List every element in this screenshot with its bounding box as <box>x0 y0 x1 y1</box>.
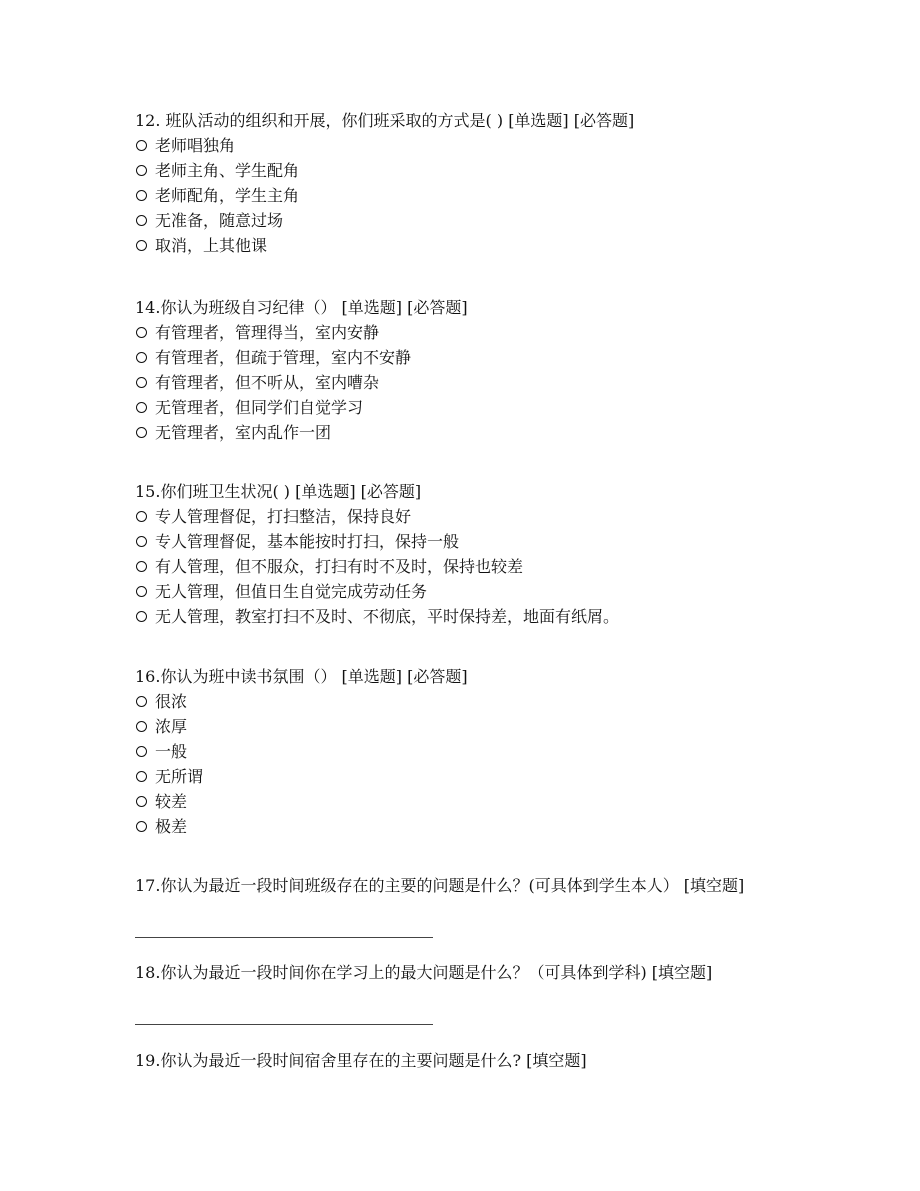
option[interactable] <box>135 133 895 158</box>
option-label: 有管理者，管理得当，室内安静 <box>155 323 380 342</box>
question-title: 12. 班队活动的组织和开展，你们班采取的方式是( ) [单选题] [必答题] <box>135 111 635 130</box>
option-label: 专人管理督促，打扫整洁，保持良好 <box>155 507 412 526</box>
option-label: 老师唱独角 <box>155 136 236 155</box>
option[interactable] <box>135 689 895 714</box>
answer-blank-line[interactable] <box>135 1024 433 1025</box>
option[interactable] <box>135 320 895 345</box>
radio-circle-icon[interactable] <box>136 140 147 151</box>
radio-circle-icon[interactable] <box>136 611 147 622</box>
radio-circle-icon[interactable] <box>136 536 147 547</box>
option-label: 很浓 <box>155 692 188 711</box>
option[interactable] <box>135 739 895 764</box>
radio-circle-icon[interactable] <box>136 771 147 782</box>
radio-circle-icon[interactable] <box>136 352 147 363</box>
option[interactable] <box>135 395 895 420</box>
radio-circle-icon[interactable] <box>136 190 147 201</box>
radio-circle-icon[interactable] <box>136 240 147 251</box>
question-title: 16.你认为班中读书氛围（） [单选题] [必答题] <box>135 667 468 686</box>
question-14 <box>135 295 895 445</box>
option[interactable] <box>135 420 895 445</box>
option[interactable] <box>135 345 895 370</box>
radio-circle-icon[interactable] <box>136 821 147 832</box>
option-label: 老师配角，学生主角 <box>155 186 300 205</box>
radio-circle-icon[interactable] <box>136 402 147 413</box>
option[interactable] <box>135 504 895 529</box>
radio-circle-icon[interactable] <box>136 377 147 388</box>
option[interactable] <box>135 554 895 579</box>
option[interactable] <box>135 183 895 208</box>
option[interactable] <box>135 789 895 814</box>
option[interactable] <box>135 370 895 395</box>
option-label: 极差 <box>155 817 188 836</box>
question-title: 15.你们班卫生状况( ) [单选题] [必答题] <box>135 482 422 501</box>
radio-circle-icon[interactable] <box>136 165 147 176</box>
option-label: 无准备，随意过场 <box>155 211 284 230</box>
option-label: 无管理者，室内乱作一团 <box>155 423 332 442</box>
question-title: 14.你认为班级自习纪律（） [单选题] [必答题] <box>135 298 468 317</box>
radio-circle-icon[interactable] <box>136 586 147 597</box>
option-label: 老师主角、学生配角 <box>155 161 300 180</box>
option-label: 较差 <box>155 792 188 811</box>
question-19 <box>135 1048 895 1073</box>
radio-circle-icon[interactable] <box>136 327 147 338</box>
option-label: 无人管理，教室打扫不及时、不彻底，平时保持差，地面有纸屑。 <box>155 607 620 626</box>
option[interactable] <box>135 233 895 258</box>
option-label: 无人管理，但值日生自觉完成劳动任务 <box>155 582 428 601</box>
radio-circle-icon[interactable] <box>136 721 147 732</box>
option[interactable] <box>135 604 895 629</box>
question-title: 18.你认为最近一段时间你在学习上的最大问题是什么？（可具体到学科) [填空题] <box>135 963 713 982</box>
option-label: 无管理者，但同学们自觉学习 <box>155 398 364 417</box>
radio-circle-icon[interactable] <box>136 796 147 807</box>
option[interactable] <box>135 529 895 554</box>
radio-circle-icon[interactable] <box>136 746 147 757</box>
option-label: 无所谓 <box>155 767 204 786</box>
option[interactable] <box>135 208 895 233</box>
question-title: 19.你认为最近一段时间宿舍里存在的主要问题是什么? [填空题] <box>135 1051 587 1070</box>
answer-blank-line[interactable] <box>135 937 433 938</box>
question-title: 17.你认为最近一段时间班级存在的主要的问题是什么？(可具体到学生本人） [填空题] <box>135 876 745 895</box>
option[interactable] <box>135 714 895 739</box>
radio-circle-icon[interactable] <box>136 427 147 438</box>
radio-circle-icon[interactable] <box>136 511 147 522</box>
option-label: 有管理者，但不听从，室内嘈杂 <box>155 373 380 392</box>
option-label: 有人管理，但不服众，打扫有时不及时，保持也较差 <box>155 557 524 576</box>
option-label: 浓厚 <box>155 717 188 736</box>
option-label: 一般 <box>155 742 188 761</box>
question-18 <box>135 960 895 985</box>
question-16 <box>135 664 895 839</box>
radio-circle-icon[interactable] <box>136 696 147 707</box>
radio-circle-icon[interactable] <box>136 215 147 226</box>
option[interactable] <box>135 764 895 789</box>
question-17 <box>135 873 895 898</box>
radio-circle-icon[interactable] <box>136 561 147 572</box>
option[interactable] <box>135 579 895 604</box>
option-label: 有管理者，但疏于管理，室内不安静 <box>155 348 412 367</box>
option[interactable] <box>135 158 895 183</box>
question-12 <box>135 108 895 258</box>
option[interactable] <box>135 814 895 839</box>
option-label: 取消，上其他课 <box>155 236 268 255</box>
question-15 <box>135 479 895 629</box>
option-label: 专人管理督促，基本能按时打扫，保持一般 <box>155 532 460 551</box>
